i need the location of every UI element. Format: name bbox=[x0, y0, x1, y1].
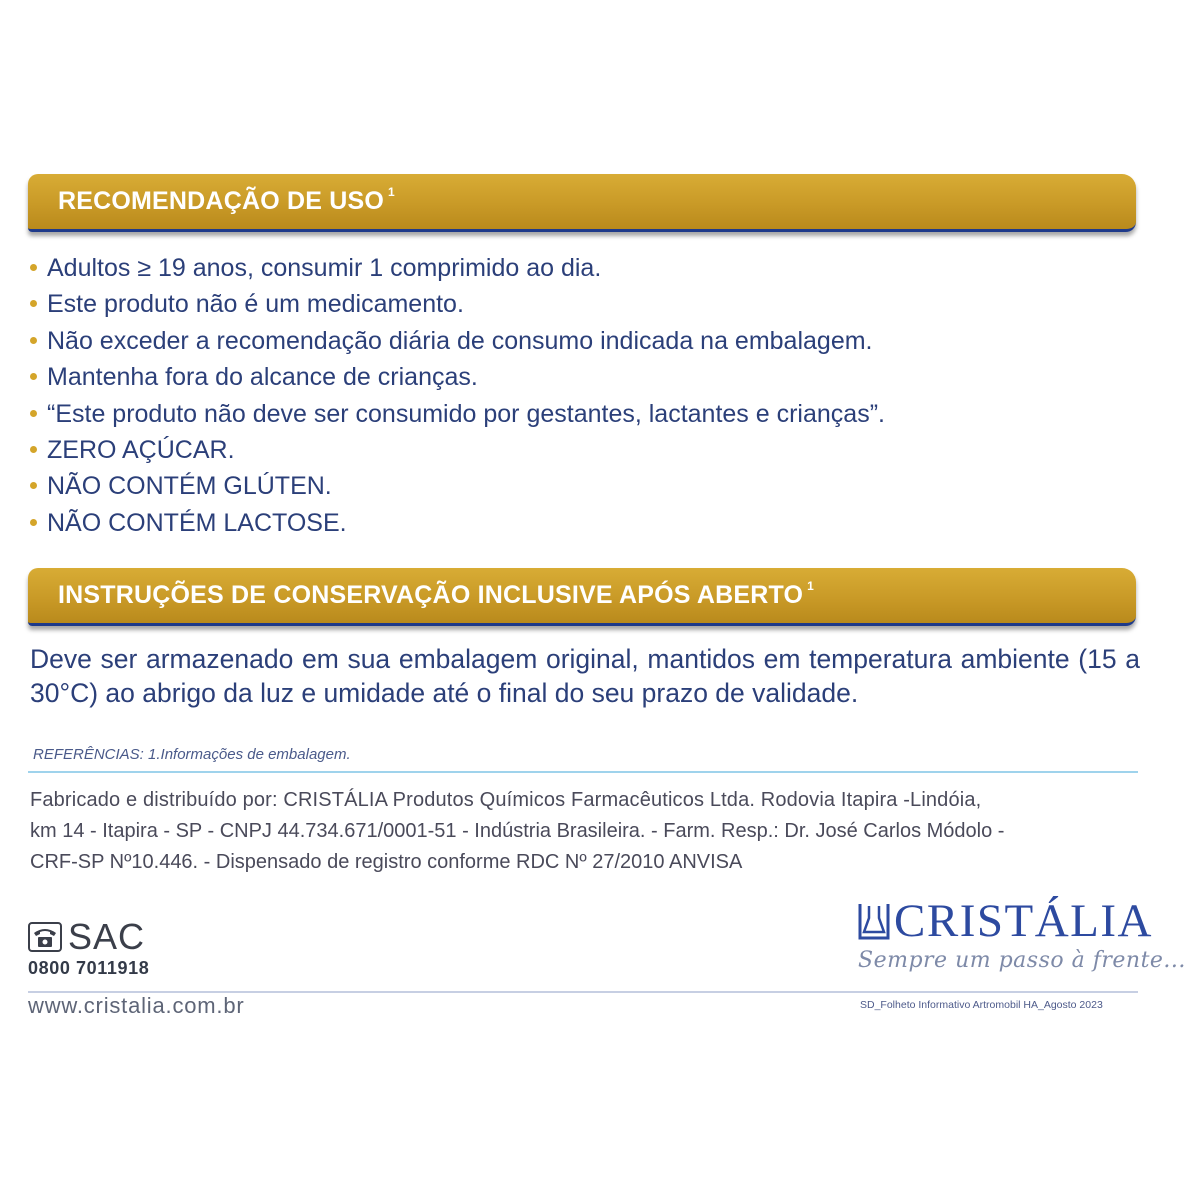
usage-section-banner bbox=[28, 174, 1136, 232]
list-item bbox=[30, 396, 885, 432]
usage-list bbox=[30, 250, 885, 541]
list-item-text: “Este produto não deve ser consumido por gestantes, lactantes e crianças”. bbox=[47, 399, 885, 428]
usage-title-text: RECOMENDAÇÃO DE USO bbox=[58, 187, 385, 215]
manufacturer-info bbox=[30, 785, 1140, 878]
cristalia-flask-icon bbox=[858, 902, 890, 940]
bullet-dot bbox=[30, 337, 37, 344]
manufacturer-line: CRF-SP Nº10.446. - Dispensado de registro conforme RDC Nº 27/2010 ANVISA bbox=[30, 851, 743, 873]
bullet-dot bbox=[30, 482, 37, 489]
logo-slogan: Sempre um passo à frente... bbox=[858, 948, 1186, 973]
manufacturer-line: Fabricado e distribuído por: CRISTÁLIA Produtos Químicos Farmacêuticos Ltda. Rodovia Itapira -Lindóia, bbox=[30, 789, 982, 811]
sac-label: SAC bbox=[68, 916, 146, 957]
bullet-dot bbox=[30, 300, 37, 307]
list-item-text: Não exceder a recomendação diária de consumo indicada na embalagem. bbox=[47, 326, 873, 355]
conservation-section-banner bbox=[28, 568, 1136, 626]
list-item bbox=[30, 359, 885, 395]
list-item bbox=[30, 323, 885, 359]
website-link[interactable]: www.cristalia.com.br bbox=[28, 993, 245, 1018]
manufacturer-line: km 14 - Itapira - SP - CNPJ 44.734.671/0001-51 - Indústria Brasileira. - Farm. Resp.: Dr. José Carlos Módolo - bbox=[30, 820, 1005, 842]
bullet-dot bbox=[30, 410, 37, 417]
list-item-text: NÃO CONTÉM LACTOSE. bbox=[47, 508, 347, 537]
bullet-dot bbox=[30, 519, 37, 526]
logo-name: CRISTÁLIA bbox=[894, 895, 1153, 947]
bullet-dot bbox=[30, 373, 37, 380]
list-item-text: Adultos ≥ 19 anos, consumir 1 comprimido ao dia. bbox=[47, 254, 602, 282]
conservation-text: Deve ser armazenado em sua embalagem original, mantidos em temperatura ambiente (15 a 30°C) ao abrigo da luz e umidade até o final do seu prazo de validade. bbox=[30, 644, 1140, 708]
bullet-dot bbox=[30, 446, 37, 453]
list-item-text: Este produto não é um medicamento. bbox=[47, 290, 464, 319]
sac-phone-number[interactable]: 0800 7011918 bbox=[28, 958, 150, 978]
usage-title-reference: 1 bbox=[388, 185, 395, 199]
usage-section-title bbox=[58, 187, 395, 216]
list-item bbox=[30, 468, 885, 504]
list-item-text: Mantenha fora do alcance de crianças. bbox=[47, 363, 478, 392]
bullet-dot bbox=[30, 264, 37, 271]
list-item bbox=[30, 286, 885, 322]
cristalia-logo bbox=[858, 895, 1186, 988]
list-item-text: NÃO CONTÉM GLÚTEN. bbox=[47, 472, 332, 501]
list-item bbox=[30, 432, 885, 468]
conservation-title-text: INSTRUÇÕES DE CONSERVAÇÃO INCLUSIVE APÓS ABERTO bbox=[58, 581, 804, 609]
list-item bbox=[30, 505, 885, 541]
leaflet-code: SD_Folheto Informativo Artromobil HA_Agosto 2023 bbox=[860, 999, 1103, 1011]
references-note: REFERÊNCIAS: 1.Informações de embalagem. bbox=[33, 746, 351, 763]
divider bbox=[28, 771, 1138, 773]
conservation-section-title bbox=[58, 581, 814, 610]
telephone-icon bbox=[28, 922, 62, 952]
conservation-title-reference: 1 bbox=[807, 579, 815, 593]
list-item-text: ZERO AÇÚCAR. bbox=[47, 436, 235, 465]
list-item bbox=[30, 250, 885, 286]
